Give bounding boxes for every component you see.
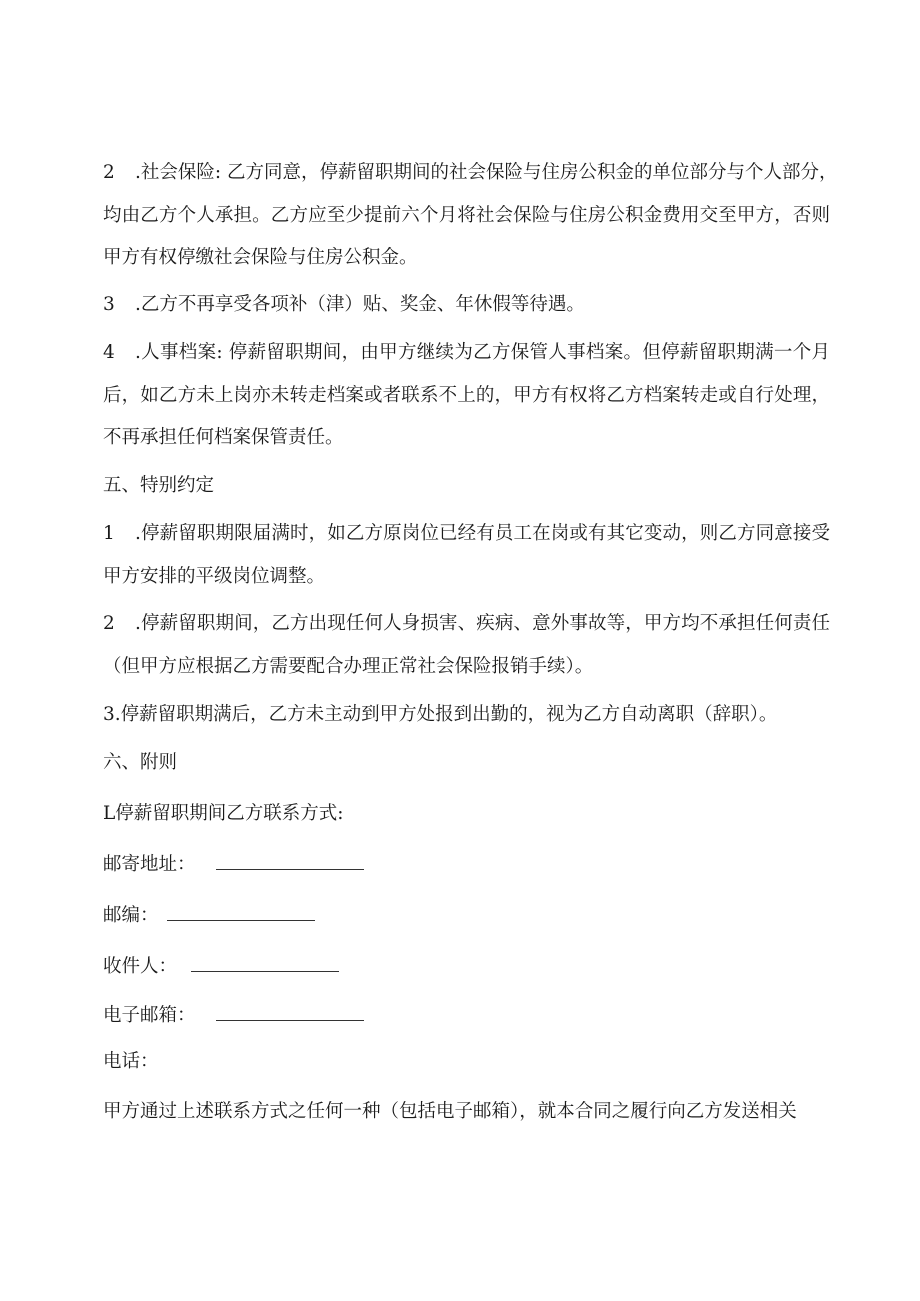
phone-field-row — [103, 1050, 159, 1074]
clause-number: 3 — [103, 294, 115, 315]
clause-text: .人事档案: 停薪留职期间，由甲方继续为乙方保管人事档案。但停薪留职期满一个月 — [135, 342, 830, 363]
section-6-heading: 六、附则 — [103, 752, 178, 773]
clause-4-2-line-2: 均由乙方个人承担。乙方应至少提前六个月将社会保险与住房公积金费用交至甲方，否则 — [103, 205, 830, 226]
clause-text: .社会保险: 乙方同意，停薪留职期间的社会保险与住房公积金的单位部分与个人部分， — [135, 162, 838, 183]
clause-5-1-line-2: 甲方安排的平级岗位调整。 — [103, 566, 326, 587]
email-blank[interactable] — [216, 1002, 364, 1021]
clause-4-4-line-3: 不再承担任何档案保管责任。 — [103, 427, 344, 448]
clause-5-2-line-1 — [103, 612, 830, 636]
clause-5-1-line-1 — [103, 522, 830, 546]
recipient-field-row — [103, 953, 339, 979]
clause-number: 2 — [103, 613, 115, 634]
clause-4-3-line-1 — [103, 293, 585, 317]
recipient-label: 收件人： — [103, 956, 178, 977]
clause-4-2-line-1 — [103, 161, 838, 185]
clause-number: 1 — [103, 523, 115, 544]
clause-text: .停薪留职期间，乙方出现任何人身损害、疾病、意外事故等，甲方均不承担任何责任 — [135, 613, 830, 634]
clause-4-4-line-2: 后，如乙方未上岗亦未转走档案或者联系不上的，甲方有权将乙方档案转走或自行处理， — [103, 385, 830, 406]
clause-5-2-line-2: （但甲方应根据乙方需要配合办理正常社会保险报销手续）。 — [103, 656, 594, 677]
clause-number: 2 — [103, 162, 115, 183]
clause-6-1-line-1: L停薪留职期间乙方联系方式: — [103, 803, 344, 824]
email-field-row — [103, 1002, 364, 1028]
clause-number: 4 — [103, 342, 115, 363]
clause-4-2-line-3: 甲方有权停缴社会保险与住房公积金。 — [103, 247, 418, 268]
recipient-blank[interactable] — [191, 953, 339, 972]
address-blank[interactable] — [216, 851, 364, 870]
postcode-field-row — [103, 902, 315, 928]
address-field-row — [103, 851, 364, 877]
clause-text: .停薪留职期限届满时，如乙方原岗位已经有员工在岗或有其它变动，则乙方同意接受 — [135, 523, 830, 544]
postcode-blank[interactable] — [167, 902, 315, 921]
phone-label: 电话： — [103, 1051, 159, 1072]
section-5-heading: 五、特别约定 — [103, 475, 215, 496]
address-label: 邮寄地址： — [103, 854, 196, 875]
postcode-label: 邮编： — [103, 905, 159, 926]
closing-line: 甲方通过上述联系方式之任何一种（包括电子邮箱），就本合同之履行向乙方发送相关 — [103, 1101, 797, 1122]
email-label: 电子邮箱： — [103, 1005, 196, 1026]
clause-text: .乙方不再享受各项补（津）贴、奖金、年休假等待遇。 — [135, 294, 585, 315]
clause-5-3-line-1: 3.停薪留职期满后，乙方未主动到甲方处报到出勤的，视为乙方自动离职（辞职）。 — [103, 704, 778, 725]
clause-4-4-line-1 — [103, 341, 830, 365]
